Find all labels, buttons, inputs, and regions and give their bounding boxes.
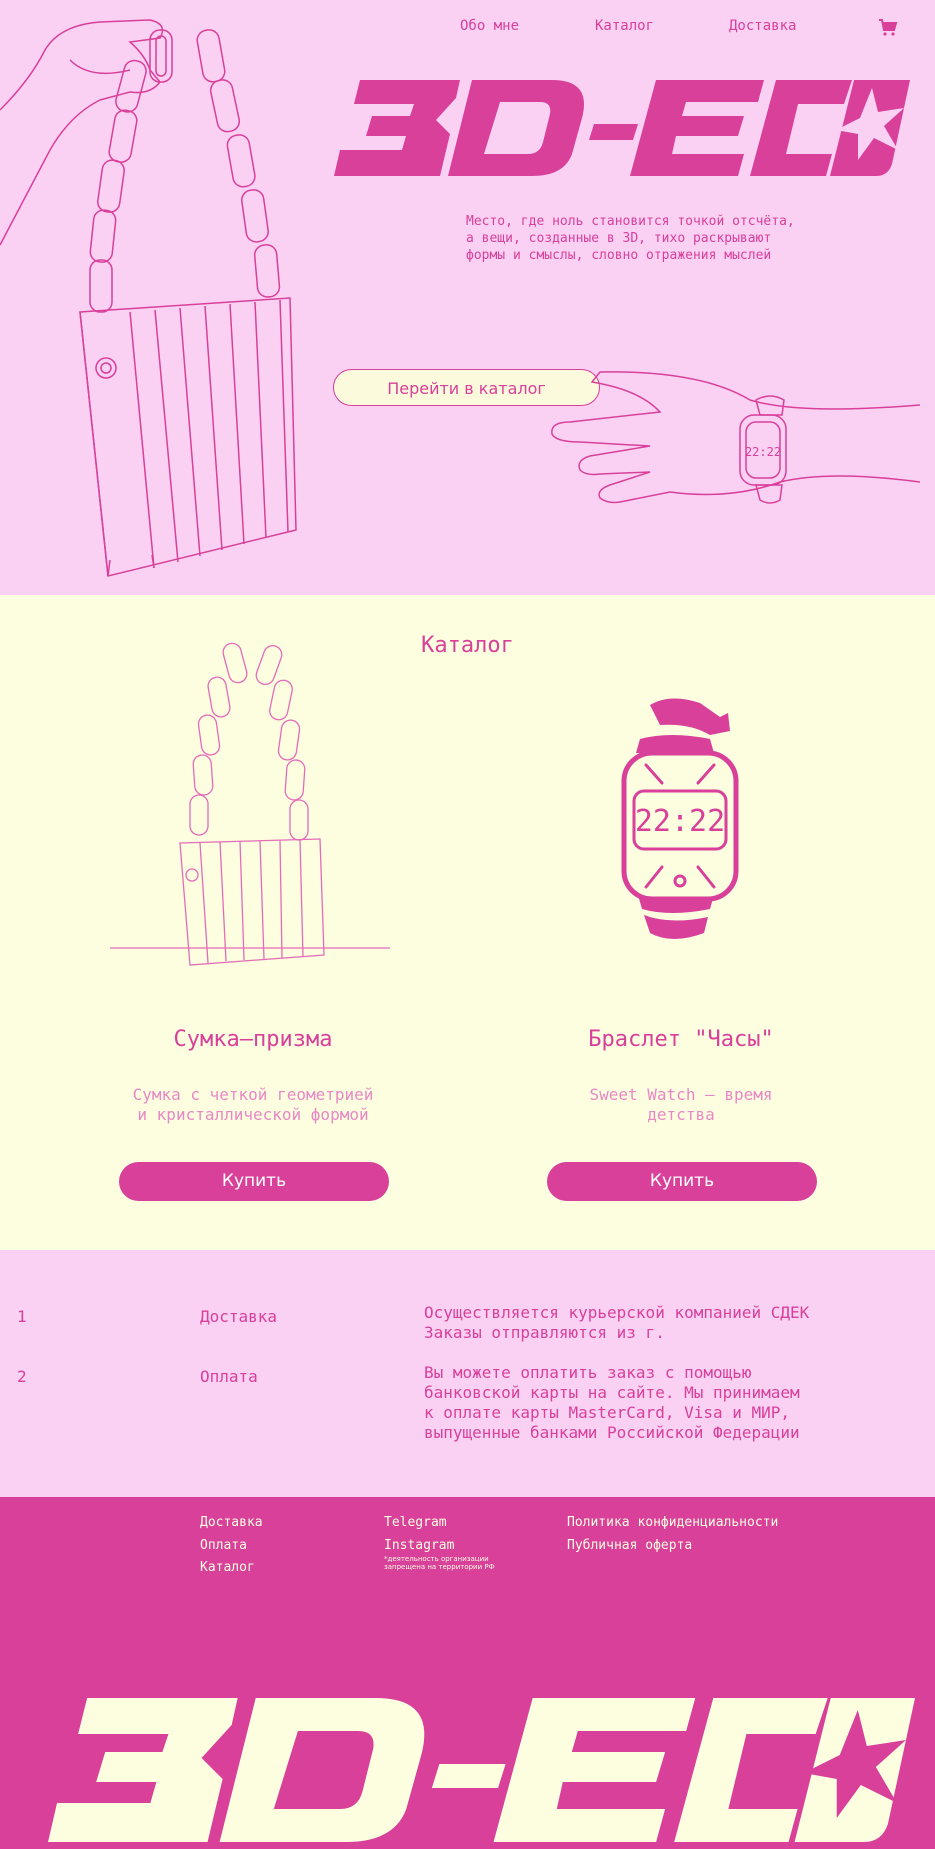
info-line: Осуществляется курьерской компанией СДЕК	[424, 1303, 810, 1322]
hero-watch-time: 22:22	[744, 445, 782, 459]
footer-link-delivery[interactable]: Доставка	[200, 1515, 263, 1530]
info-label-delivery: Доставка	[200, 1307, 278, 1326]
nav-catalog-link[interactable]: Каталог	[595, 18, 655, 34]
cart-icon[interactable]	[878, 17, 898, 37]
catalog-section	[0, 595, 935, 1250]
watch-product-image	[610, 695, 760, 945]
footer-link-offer[interactable]: Публичная оферта	[567, 1538, 693, 1553]
product-name-bag: Сумка—призма	[173, 1027, 333, 1052]
bag-product-image	[110, 625, 400, 975]
hero-section	[0, 0, 935, 595]
tagline-line: Место, где ноль становится точкой отсчёта,	[466, 214, 795, 229]
buy-watch-button[interactable]: Купить	[547, 1162, 817, 1201]
hand-with-watch-illustration	[500, 360, 920, 540]
footer-disclaimer	[384, 1555, 495, 1571]
info-label-payment: Оплата	[200, 1367, 258, 1386]
info-text-delivery	[424, 1303, 904, 1343]
footer-link-catalog[interactable]: Каталог	[200, 1560, 255, 1575]
footer-link-instagram[interactable]: Instagram	[384, 1538, 455, 1553]
desc-line: и кристаллической формой	[137, 1105, 369, 1124]
info-text-payment	[424, 1363, 904, 1443]
desc-line: Сумка с четкой геометрией	[132, 1085, 374, 1104]
tagline-line: а вещи, созданные в 3D, тихо раскрывают	[466, 231, 772, 246]
footer-link-payment[interactable]: Оплата	[200, 1538, 247, 1553]
desc-line: Sweet Watch — время	[589, 1085, 773, 1104]
footer-link-telegram[interactable]: Telegram	[384, 1515, 447, 1530]
watch-display-time: 22:22	[634, 804, 726, 839]
product-desc-watch	[491, 1085, 871, 1125]
catalog-title: Каталог	[421, 633, 514, 658]
product-name-watch: Браслет "Часы"	[588, 1027, 774, 1052]
info-number: 2	[17, 1367, 27, 1386]
note-line: *деятельность организации	[384, 1555, 489, 1563]
info-line: Заказы отправляются из г.	[424, 1323, 665, 1342]
info-line: выпущенные банками Российской Федерации	[424, 1423, 800, 1442]
desc-line: детства	[647, 1105, 715, 1124]
hand-holding-bag-illustration	[0, 0, 320, 595]
info-section	[0, 1250, 935, 1497]
note-line: запрещена на территории РФ	[384, 1563, 495, 1571]
footer-link-privacy[interactable]: Политика конфиденциальности	[567, 1515, 779, 1530]
buy-bag-button[interactable]: Купить	[119, 1162, 389, 1201]
info-line: Вы можете оплатить заказ с помощью	[424, 1363, 752, 1382]
go-to-catalog-button[interactable]: Перейти в каталог	[333, 369, 600, 406]
tagline-line: формы и смыслы, словно отражения мыслей	[466, 248, 772, 263]
footer	[0, 1497, 935, 1849]
brand-logo	[332, 78, 910, 178]
info-number: 1	[17, 1307, 27, 1326]
nav-delivery-link[interactable]: Доставка	[729, 18, 797, 34]
footer-brand-logo	[45, 1695, 915, 1845]
info-line: к оплате карты MasterCard, Visa и МИР,	[424, 1403, 791, 1422]
info-line: банковской карты на сайте. Мы принимаем	[424, 1383, 800, 1402]
hero-tagline	[466, 213, 826, 264]
nav-about-link[interactable]: Обо мне	[460, 18, 520, 34]
product-desc-bag	[63, 1085, 443, 1125]
